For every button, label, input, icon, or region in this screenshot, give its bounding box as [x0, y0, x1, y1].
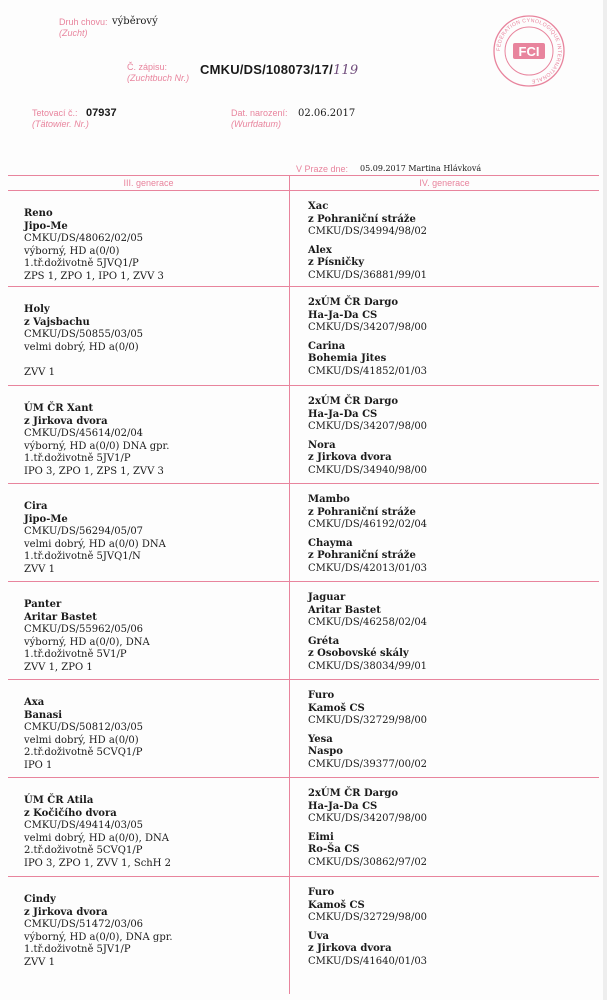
ancestor-kennel: Naspo: [308, 746, 343, 758]
ancestor-detail: 1.tř.doživotně 5JVQ1/N: [24, 551, 141, 563]
gen4-ancestors: [308, 788, 427, 870]
ancestor-kennel: z Jirkova dvora: [24, 906, 108, 918]
gen3-ancestor: [24, 697, 143, 773]
pedigree-row: [8, 385, 599, 484]
gen4-ancestor: [308, 636, 427, 674]
ancestor-kennel: Aritar Bastet: [308, 604, 381, 616]
breed-type-value: výběrový: [112, 16, 158, 27]
gen3-ancestor: [24, 501, 166, 577]
ancestor-name: Axa: [24, 697, 45, 708]
gen4-ancestors: [308, 297, 427, 379]
gen4-ancestor: [308, 201, 427, 239]
ancestor-detail: ZVV 1: [24, 956, 55, 968]
pedigree-table: [8, 175, 599, 994]
pedigree-row: [8, 286, 599, 386]
ancestor-name: Furo: [308, 887, 335, 898]
ancestor-name: 2xÚM ČR Dargo: [308, 396, 399, 407]
gen4-ancestor: [308, 245, 427, 283]
reg-handwritten: 119: [332, 63, 359, 78]
tattoo-value: 07937: [86, 107, 117, 119]
ancestor-kennel: Ha-Ja-Da CS: [308, 309, 378, 321]
scan-edge: [603, 0, 607, 1000]
gen4-ancestor: [308, 341, 427, 379]
ancestor-detail: 1.tř.doživotně 5JVQ1/P: [24, 258, 139, 270]
ancestor-detail: CMKU/DS/50855/03/05: [24, 329, 144, 341]
gen4-ancestors: [308, 592, 427, 674]
gen4-ancestor: [308, 297, 427, 335]
pedigree-row: [8, 876, 599, 995]
pedigree-row: [8, 679, 599, 778]
gen4-ancestor: [308, 538, 427, 576]
ancestor-detail: výborný, HD a(0/0): [24, 245, 120, 257]
ancestor-name: Yesa: [308, 733, 333, 745]
breed-type-label-cz: Druh chovu:: [59, 17, 108, 27]
ancestor-registration: CMKU/DS/42013/01/03: [308, 562, 428, 574]
ancestor-kennel: Ha-Ja-Da CS: [308, 800, 378, 812]
gen4-ancestor: [308, 396, 427, 434]
pedigree-row: [8, 483, 599, 582]
ancestor-name: Xac: [308, 201, 329, 212]
ancestor-detail: CMKU/DS/55962/05/06: [24, 624, 144, 636]
ancestor-kennel: Aritar Bastet: [24, 611, 97, 623]
fci-ring-text: FÉDÉRATION CYNOLOGIQUE INTERNATIONALE: [495, 17, 563, 84]
ancestor-kennel: z Jirkova dvora: [24, 415, 108, 427]
reg-label: [127, 62, 189, 84]
dob-label-de: (Wurfdatum): [231, 119, 282, 129]
ancestor-name: Panter: [24, 599, 62, 610]
gen4-ancestor: [308, 494, 427, 532]
ancestor-name: ÚM ČR Xant: [24, 403, 94, 414]
gen4-header: IV. generace: [419, 178, 470, 188]
ancestor-detail: ZVV 1: [24, 563, 55, 575]
fci-logo-text: FCI: [518, 44, 540, 59]
ancestor-detail: CMKU/DS/56294/05/07: [24, 526, 144, 538]
ancestor-kennel: Jipo-Me: [24, 220, 68, 232]
ancestor-registration: CMKU/DS/41852/01/03: [308, 365, 428, 377]
ancestor-detail: 2.tř.doživotně 5CVQ1/P: [24, 845, 143, 857]
ancestor-kennel: Kamoš CS: [308, 899, 365, 911]
ancestor-detail: IPO 1: [24, 759, 53, 771]
ancestor-detail: velmi dobrý, HD a(0/0) DNA: [24, 538, 166, 550]
pedigree-row: [8, 190, 599, 287]
ancestor-name: Uva: [308, 930, 330, 942]
ancestor-name: Gréta: [308, 635, 340, 647]
ancestor-detail: CMKU/DS/45614/02/04: [24, 428, 144, 440]
gen4-ancestor: [308, 788, 427, 826]
ancestor-registration: CMKU/DS/46258/02/04: [308, 617, 428, 629]
ancestor-kennel: z Pohraniční stráže: [308, 213, 416, 225]
ancestor-registration: CMKU/DS/38034/99/01: [308, 660, 428, 672]
ancestor-kennel: z Kočičího dvora: [24, 807, 117, 819]
ancestor-name: Mambo: [308, 494, 350, 505]
ancestor-kennel: z Pohraniční stráže: [308, 550, 416, 562]
ancestor-registration: CMKU/DS/41640/01/03: [308, 955, 428, 967]
ancestor-name: Reno: [24, 208, 53, 219]
ancestor-detail: CMKU/DS/48062/02/05: [24, 233, 144, 245]
ancestor-detail: CMKU/DS/51472/03/06: [24, 919, 144, 931]
dob-label: [231, 108, 288, 130]
ancestor-registration: CMKU/DS/46192/02/04: [308, 519, 428, 531]
ancestor-name: Chayma: [308, 537, 353, 549]
reg-label-de: (Zuchtbuch Nr.): [127, 73, 190, 83]
ancestor-detail: výborný, HD a(0/0), DNA: [24, 636, 150, 648]
ancestor-detail: CMKU/DS/50812/03/05: [24, 722, 144, 734]
gen4-ancestor: [308, 592, 427, 630]
ancestor-detail: velmi dobrý, HD a(0/0): [24, 734, 139, 746]
ancestor-name: Holy: [24, 304, 50, 315]
ancestor-kennel: Jipo-Me: [24, 513, 68, 525]
ancestor-detail: ZPS 1, ZPO 1, IPO 1, ZVV 3: [24, 270, 164, 282]
gen4-ancestor: [308, 734, 427, 772]
gen3-ancestor: [24, 208, 164, 284]
gen3-ancestor: [24, 304, 143, 380]
pedigree-row: [8, 581, 599, 680]
ancestor-kennel: z Pohraniční stráže: [308, 506, 416, 518]
ancestor-detail: 1.tř.doživotně 5JV1/P: [24, 453, 131, 465]
gen4-ancestor: [308, 690, 427, 728]
gen4-ancestors: [308, 690, 427, 772]
gen4-ancestor: [308, 832, 427, 870]
gen4-ancestor: [308, 440, 427, 478]
ancestor-kennel: Ha-Ja-Da CS: [308, 408, 378, 420]
ancestor-detail: ZVV 1: [24, 366, 55, 378]
ancestor-name: Furo: [308, 690, 335, 701]
breed-type-label: [59, 17, 108, 39]
ancestor-registration: CMKU/DS/34994/98/02: [308, 226, 428, 238]
ancestor-detail: velmi dobrý, HD a(0/0): [24, 341, 139, 353]
place-date-value: 05.09.2017 Martina Hlávková: [360, 164, 482, 173]
ancestor-registration: CMKU/DS/34207/98/00: [308, 322, 428, 334]
ancestor-detail: CMKU/DS/49414/03/05: [24, 820, 144, 832]
ancestor-registration: CMKU/DS/34207/98/00: [308, 813, 428, 825]
tattoo-label-cz: Tetovací č.:: [32, 108, 78, 118]
gen3-header: III. generace: [123, 178, 174, 188]
breed-type-label-de: (Zucht): [59, 28, 88, 38]
ancestor-registration: CMKU/DS/30862/97/02: [308, 856, 428, 868]
place-label: V Praze dne:: [296, 164, 349, 174]
ancestor-kennel: z Písničky: [308, 257, 365, 269]
ancestor-detail: IPO 3, ZPO 1, ZPS 1, ZVV 3: [24, 465, 164, 477]
ancestor-name: Cindy: [24, 894, 56, 905]
ancestor-kennel: z Jirkova dvora: [308, 943, 392, 955]
tattoo-label: [32, 108, 89, 130]
pedigree-row: [8, 777, 599, 877]
ancestor-detail: velmi dobrý, HD a(0/0), DNA: [24, 832, 170, 844]
ancestor-kennel: z Osobovské skály: [308, 648, 409, 660]
ancestor-registration: CMKU/DS/39377/00/02: [308, 758, 428, 770]
ancestor-name: Jaguar: [308, 592, 346, 603]
gen3-ancestor: [24, 403, 169, 479]
ancestor-name: Alex: [308, 244, 332, 256]
gen4-ancestors: [308, 887, 427, 969]
ancestor-name: Carina: [308, 340, 346, 352]
ancestor-detail: výborný, HD a(0/0), DNA gpr.: [24, 931, 173, 943]
ancestor-kennel: z Vajsbachu: [24, 316, 90, 328]
ancestor-kennel: z Jirkova dvora: [308, 452, 392, 464]
tattoo-label-de: (Tätowier. Nr.): [32, 119, 89, 129]
gen4-ancestors: [308, 494, 427, 576]
ancestor-detail: [24, 354, 143, 367]
dob-value: 02.06.2017: [298, 108, 356, 119]
ancestor-detail: 1.tř.doživotně 5V1/P: [24, 649, 127, 661]
ancestor-name: 2xÚM ČR Dargo: [308, 297, 399, 308]
reg-label-cz: Č. zápisu:: [127, 62, 168, 72]
ancestor-name: Cira: [24, 501, 48, 512]
gen4-ancestors: [308, 201, 427, 283]
ancestor-registration: CMKU/DS/32729/98/00: [308, 715, 428, 727]
ancestor-detail: výborný, HD a(0/0) DNA gpr.: [24, 440, 170, 452]
ancestor-registration: CMKU/DS/32729/98/00: [308, 912, 428, 924]
ancestor-kennel: Kamoš CS: [308, 702, 365, 714]
registration-number: [200, 62, 358, 78]
gen4-ancestors: [308, 396, 427, 478]
ancestor-registration: CMKU/DS/36881/99/01: [308, 269, 428, 281]
ancestor-registration: CMKU/DS/34940/98/00: [308, 464, 428, 476]
gen4-ancestor: [308, 931, 427, 969]
gen3-ancestor: [24, 599, 150, 675]
gen4-ancestor: [308, 887, 427, 925]
ancestor-kennel: Bohemia Jites: [308, 353, 387, 365]
ancestor-name: 2xÚM ČR Dargo: [308, 788, 399, 799]
ancestor-detail: 2.tř.doživotně 5CVQ1/P: [24, 747, 143, 759]
ancestor-name: Eimi: [308, 831, 334, 843]
ancestor-detail: 1.tř.doživotně 5JV1/P: [24, 944, 131, 956]
ancestor-registration: CMKU/DS/34207/98/00: [308, 421, 428, 433]
gen3-ancestor: [24, 795, 171, 871]
gen3-ancestor: [24, 894, 173, 970]
ancestor-detail: IPO 3, ZPO 1, ZVV 1, SchH 2: [24, 857, 171, 869]
fci-logo: [492, 14, 566, 88]
ancestor-kennel: Ro-Ša CS: [308, 844, 360, 856]
ancestor-name: Nora: [308, 439, 336, 451]
ancestor-kennel: Banasi: [24, 709, 63, 721]
dob-label-cz: Dat. narození:: [231, 108, 288, 118]
ancestor-detail: ZVV 1, ZPO 1: [24, 661, 93, 673]
ancestor-name: ÚM ČR Atila: [24, 795, 94, 806]
reg-value: CMKU/DS/108073/17/: [200, 62, 333, 77]
